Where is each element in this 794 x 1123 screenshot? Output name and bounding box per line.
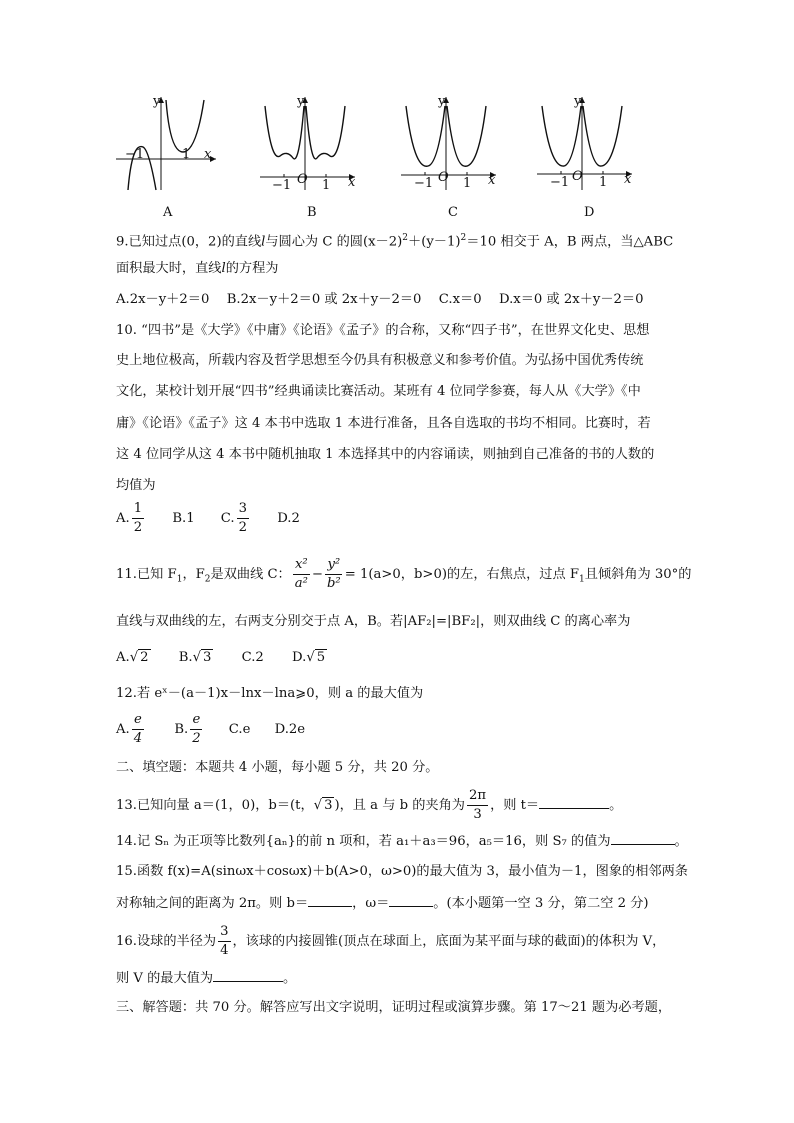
q10-line: 史上地位极高，所载内容及哲学思想至今仍具有积极意义和参考价值。为弘扬中国优秀传统 (116, 353, 644, 368)
sqrt: √ 3 (192, 650, 212, 665)
q10-line: 这 4 位同学从这 4 本书中随机抽取 1 本选择其中的内容诵读，则抽到自己准备的书的人数的 (116, 447, 655, 462)
option-a: A. (116, 722, 130, 737)
axis-y-label: y (574, 94, 582, 109)
q9-stem-d: ＝10 相交于 A，B 两点，当△ABC (466, 234, 674, 250)
numerator: 2π (467, 787, 488, 806)
graph-label: B (307, 205, 317, 220)
q11-line2: 直线与双曲线的左，右两支分别交于点 A，B。若|AF₂|=|BF₂|，则双曲线 C 的离心率为 (116, 614, 631, 629)
numerator: x² (293, 556, 310, 575)
graph-label: D (584, 205, 595, 220)
graph-d (534, 92, 644, 220)
q10-line: 文化，某校计划开展“四书”经典诵读比赛活动。某班有 4 位同学参赛，每人从《大学》《中 (116, 384, 641, 399)
q16-pre: 16.设球的半径为 (116, 934, 217, 949)
denominator: 2 (192, 731, 201, 746)
numerator: y² (325, 556, 342, 575)
radicand: 3 (203, 650, 212, 665)
subscript: 1 (176, 574, 183, 585)
graph-c (398, 92, 508, 220)
denominator: 2 (133, 520, 143, 535)
q11-post2: 且倾斜角为 30°的 (584, 567, 692, 582)
fraction (218, 923, 230, 960)
period: 。 (609, 798, 623, 813)
answer-blank[interactable] (539, 794, 609, 809)
q15-line2-b: ，ω＝ (352, 896, 390, 911)
fraction (132, 500, 144, 537)
tick-neg-label: −1 (550, 175, 570, 190)
q10-line: 庸》《论语》《孟子》这 4 本书中选取 1 本进行准备，且各自选取的书均不相同。比赛时，若 (116, 416, 651, 431)
q9-stem-c: ＋(y－1) (408, 234, 461, 250)
q14-text: 14.记 Sₙ 为正项等比数列{aₙ}的前 n 项和，若 a₁＋a₃＝96，a₅＝16，则 S₇ 的值为 (116, 834, 611, 849)
option-a: A. (116, 650, 130, 665)
q11-pre: 11.已知 F (116, 567, 177, 582)
option-d: D.2 (277, 511, 300, 526)
q15-line1: 15.函数 f(x)=A(sinωx＋cosωx)＋b(A>0，ω>0)的最大值为 3，最小值为－1，图象的相邻两条 (116, 864, 688, 879)
sqrt: √ 2 (129, 650, 149, 665)
graph-a (116, 92, 226, 220)
subscript: 1 (579, 574, 585, 585)
exponent: 2 (460, 233, 467, 243)
option-b: B. (178, 650, 193, 665)
q13-post: ，则 t＝ (490, 798, 540, 813)
option-c: C.e (228, 722, 251, 737)
q15-line2-a: 对称轴之间的距离为 2π。则 b＝ (116, 896, 309, 911)
q16-line2 (116, 967, 296, 989)
q9-stem: 9.已知过点(0，2)的直线 (116, 234, 262, 250)
q13-line (116, 787, 622, 824)
numerator: 3 (237, 500, 249, 519)
tick-pos-label: 1 (182, 147, 191, 162)
minus-sign: − (311, 567, 323, 582)
denominator: 4 (220, 943, 229, 958)
q11-options (116, 648, 327, 668)
denominator: 3 (473, 807, 482, 822)
denominator: b² (326, 576, 341, 591)
radicand: 2 (140, 650, 149, 665)
radicand: 3 (324, 798, 333, 813)
option-b: B. (174, 722, 189, 737)
numerator: e (190, 711, 202, 730)
q16-post: ，该球的内接圆锥(顶点在球面上，底面为某平面与球的截面)的体积为 V， (232, 934, 666, 949)
fraction (467, 787, 488, 824)
q13-pre: 13.已知向量 a＝(1，0)，b＝(t， (116, 798, 314, 813)
axis-y-label: y (297, 94, 305, 109)
subscript: 2 (204, 574, 211, 585)
origin-label: O (438, 170, 449, 185)
sqrt: √ 5 (306, 650, 326, 665)
axis-y-label: y (438, 94, 446, 109)
q15-line2 (116, 892, 649, 914)
answer-blank[interactable] (611, 830, 675, 845)
q11-mid2: 是双曲线 C： (210, 567, 291, 582)
q10-options (116, 500, 300, 537)
denominator: 2 (238, 520, 247, 535)
fraction (190, 711, 202, 748)
line-symbol: l (221, 261, 226, 276)
q9-line2-a: 面积最大时，直线 (116, 261, 222, 276)
q16-line1 (116, 923, 665, 960)
section-heading: 二、填空题：本题共 4 小题，每小题 5 分，共 20 分。 (116, 760, 439, 775)
tick-pos-label: 1 (463, 176, 472, 191)
period: 。 (674, 834, 688, 849)
fraction (325, 556, 343, 593)
q13-mid: )，且 a 与 b 的夹角为 (334, 798, 465, 813)
q10-line: 10. “四书”是《大学》《中庸》《论语》《孟子》的合称，又称“四子书”，在世界文化史、思想 (116, 323, 650, 338)
q9-options: A.2x－y＋2＝0 B.2x－y＋2＝0 或 2x＋y－2＝0 C.x＝0 D.x＝0 或 2x＋y－2＝0 (116, 292, 644, 307)
tick-neg-label: −1 (272, 178, 292, 193)
fraction (293, 556, 310, 593)
q10-line: 均值为 (116, 478, 156, 493)
answer-blank[interactable] (213, 967, 283, 982)
q9-stem-b: 与圆心为 C 的圆(x－2) (265, 234, 403, 250)
tick-pos-label: 1 (322, 178, 331, 193)
radicand: 5 (316, 650, 326, 665)
q9-line2-b: 的方程为 (225, 261, 279, 276)
tick-pos-label: 1 (599, 175, 608, 190)
period: 。 (283, 971, 297, 986)
tick-neg-label: −1 (125, 147, 145, 162)
graph-b (255, 92, 365, 220)
origin-label: O (572, 169, 583, 184)
line-symbol: l (261, 234, 266, 250)
option-c: C.2 (241, 650, 264, 665)
q11-line1 (116, 556, 691, 593)
q11-mid: ，F (182, 567, 205, 582)
numerator: 1 (132, 500, 144, 519)
option-c: C. (220, 511, 235, 526)
numerator: 3 (218, 923, 230, 942)
denominator: 4 (133, 731, 143, 746)
q15-line2-c: 。(本小题第一空 3 分，第二空 2 分) (433, 896, 649, 911)
numerator: e (132, 711, 144, 730)
option-a: A. (116, 511, 130, 526)
option-b: B.1 (172, 511, 195, 526)
axis-y-label: y (153, 94, 161, 109)
answer-blank[interactable] (308, 892, 352, 907)
q11-post: = 1(a>0，b>0)的左，右焦点，过点 F (344, 567, 580, 582)
q14-line (116, 830, 688, 852)
origin-label: O (297, 172, 308, 187)
option-d: D.2e (274, 722, 306, 737)
answer-blank[interactable] (389, 892, 433, 907)
axis-x-label: x (204, 147, 212, 162)
q9-line1 (116, 228, 673, 252)
denominator: a² (294, 576, 308, 591)
q12-options (116, 711, 305, 748)
q16-line2-text: 则 V 的最大值为 (116, 971, 214, 986)
axis-x-label: x (488, 173, 496, 188)
axis-x-label: x (624, 172, 632, 187)
sqrt: √ 3 (313, 798, 333, 813)
exponent: 2 (402, 233, 409, 243)
fraction (237, 500, 249, 537)
graph-label: A (163, 205, 173, 220)
q9-line2 (116, 259, 278, 279)
axis-x-label: x (348, 175, 356, 190)
tick-neg-label: −1 (414, 176, 434, 191)
fraction (132, 711, 144, 748)
option-d: D. (292, 650, 307, 665)
q12-stem: 12.若 eˣ－(a－1)x－lnx－lna⩾0，则 a 的最大值为 (116, 686, 424, 701)
section-heading: 三、解答题：共 70 分。解答应写出文字说明，证明过程或演算步骤。第 17～21 题为必考题， (116, 1000, 672, 1015)
graph-label: C (448, 205, 458, 220)
